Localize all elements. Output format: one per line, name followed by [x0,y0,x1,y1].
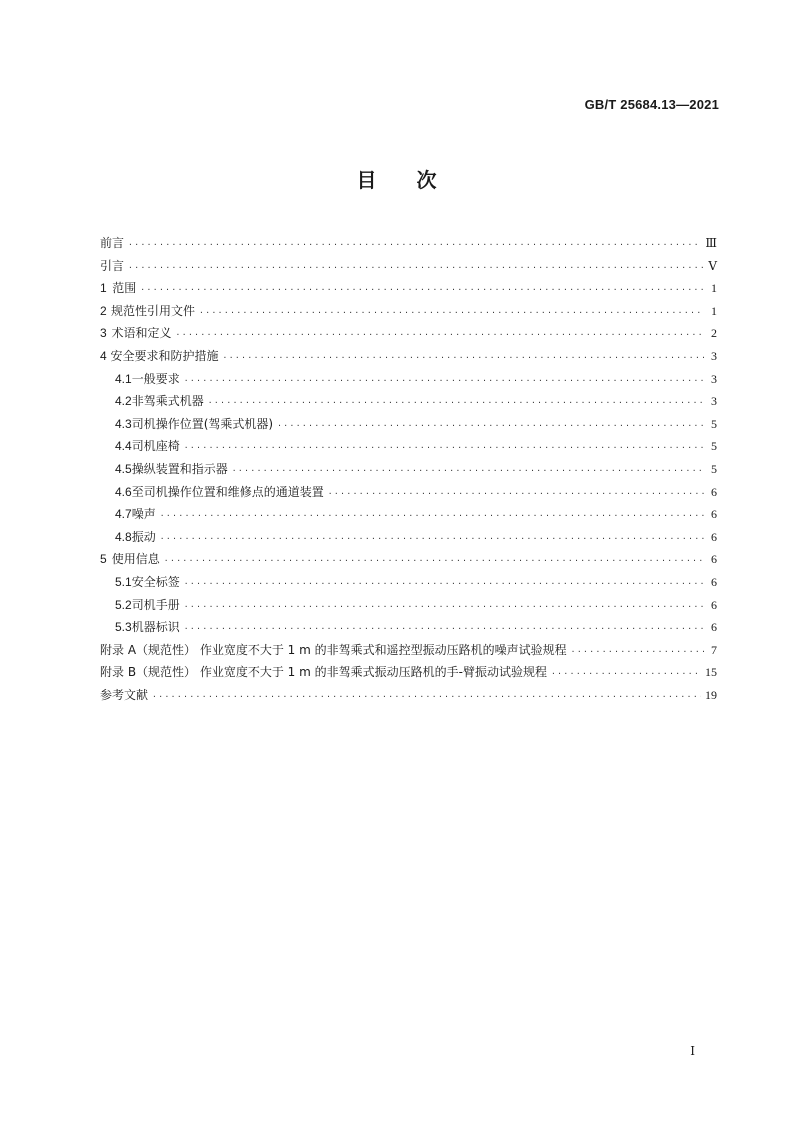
toc-entry-page: 19 [705,687,717,702]
toc-entry-page: 5 [711,439,717,454]
toc-entry-page: 15 [705,665,717,680]
toc-entry-label: 司机座椅 [131,439,180,454]
toc-entry-number: 4.1 [115,371,132,386]
dot-leader [208,392,704,415]
toc-entry-page: 1 [711,303,717,318]
toc-entry-label: 噪声 [131,507,156,522]
toc-entry-label: 振动 [131,529,156,544]
toc-entry-safety-labels[interactable] [100,571,717,594]
toc-entry-general-requirements[interactable] [100,368,717,391]
dot-leader [160,528,704,551]
toc-entry-access-systems[interactable] [100,481,717,504]
toc-entry-foreword[interactable] [100,232,717,255]
toc-entry-normative-references[interactable] [100,300,717,323]
dot-leader [128,234,701,257]
toc-entry-label: 非驾乘式机器 [131,394,204,409]
toc-entry-operator-manual[interactable] [100,594,717,617]
toc-entry-page: 6 [711,620,717,635]
toc-entry-label: 引言 [100,258,125,273]
dot-leader [277,415,704,438]
toc-entry-page: 6 [711,552,717,567]
toc-entry-number: 5.2 [115,597,132,612]
toc-entry-controls-indicators[interactable] [100,458,717,481]
toc-entry-page: 7 [711,642,717,657]
toc-entry-number: 3 [100,326,107,341]
toc-entry-page: Ⅲ [705,236,717,250]
toc-entry-annex-a[interactable] [100,639,717,662]
dot-leader [128,257,704,280]
toc-entry-number: 4.2 [115,394,132,409]
toc-entry-label: 安全要求和防护措施 [110,348,219,363]
toc-entry-label: 术语和定义 [111,326,172,341]
toc-entry-number: 4.7 [115,507,132,522]
toc-entry-number: 4.8 [115,529,132,544]
toc-entry-label: 规范性引用文件 [111,303,196,318]
toc-entry-number: 5.1 [115,574,132,589]
toc-entry-page: 1 [711,281,717,296]
toc-entry-label: 参考文献 [100,687,149,702]
toc-entry-number: 4.3 [115,416,132,431]
toc-entry-label: 前言 [100,236,125,250]
toc-entry-operator-seat[interactable] [100,435,717,458]
toc-entry-label: 机器标识 [131,620,180,635]
table-of-contents [100,232,717,706]
dot-leader [176,324,704,347]
toc-entry-label: 附录 A（规范性） 作业宽度不大于 1 m 的非驾乘式和遥控型振动压路机的噪声试验规程 [100,642,567,657]
toc-entry-information-for-use[interactable] [100,548,717,571]
toc-entry-label: 至司机操作位置和维修点的通道装置 [131,484,324,499]
page-number: Ⅰ [690,1044,695,1058]
toc-entry-label: 司机手册 [131,597,180,612]
toc-entry-introduction[interactable] [100,255,717,278]
dot-leader [184,618,704,641]
toc-entry-page: 2 [711,326,717,341]
toc-entry-number: 1 [100,281,107,296]
toc-entry-bibliography[interactable] [100,684,717,707]
toc-entry-page: 5 [711,416,717,431]
toc-entry-machine-marking[interactable] [100,616,717,639]
toc-entry-label: 范围 [112,281,137,296]
dot-leader [199,302,704,325]
toc-entry-page: 6 [711,529,717,544]
dot-leader [551,663,701,686]
dot-leader [571,641,704,664]
toc-entry-number: 4.5 [115,461,132,476]
toc-entry-label: 附录 B（规范性） 作业宽度不大于 1 m 的非驾乘式振动压路机的手-臂振动试验规程 [100,665,547,680]
toc-entry-page: 6 [711,574,717,589]
toc-entry-page: 5 [711,461,717,476]
toc-entry-page: 3 [711,348,717,363]
document-code: GB/T 25684.13—2021 [584,97,719,112]
toc-entry-page: 3 [711,394,717,409]
toc-entry-scope[interactable] [100,277,717,300]
dot-leader [152,686,701,709]
toc-entry-number: 5.3 [115,620,132,635]
toc-entry-number: 2 [100,303,107,318]
toc-entry-page: Ⅴ [708,258,717,273]
toc-entry-vibration[interactable] [100,526,717,549]
toc-entry-label: 使用信息 [111,552,160,567]
dot-leader [223,347,705,370]
toc-entry-page: 3 [711,371,717,386]
dot-leader [184,370,704,393]
toc-title: 目次 [356,168,477,192]
toc-entry-terms-definitions[interactable] [100,322,717,345]
toc-entry-noise[interactable] [100,503,717,526]
toc-entry-safety-requirements[interactable] [100,345,717,368]
toc-entry-label: 司机操作位置(驾乘式机器) [131,416,274,431]
toc-entry-page: 6 [711,484,717,499]
dot-leader [184,573,704,596]
toc-entry-operator-position[interactable] [100,413,717,436]
toc-entry-number: 4.4 [115,439,132,454]
toc-entry-page: 6 [711,507,717,522]
dot-leader [160,505,704,528]
dot-leader [328,483,704,506]
toc-entry-label: 一般要求 [131,371,180,386]
toc-entry-number: 5 [100,552,107,567]
dot-leader [184,596,704,619]
toc-entry-number: 4.6 [115,484,132,499]
dot-leader [140,279,704,302]
toc-entry-number: 4 [100,348,107,363]
toc-entry-annex-b[interactable] [100,661,717,684]
dot-leader [232,460,704,483]
toc-entry-non-ride-on-machines[interactable] [100,390,717,413]
toc-entry-label: 安全标签 [131,574,180,589]
dot-leader [164,550,704,573]
toc-entry-page: 6 [711,597,717,612]
toc-entry-label: 操纵装置和指示器 [131,461,228,476]
dot-leader [184,437,704,460]
